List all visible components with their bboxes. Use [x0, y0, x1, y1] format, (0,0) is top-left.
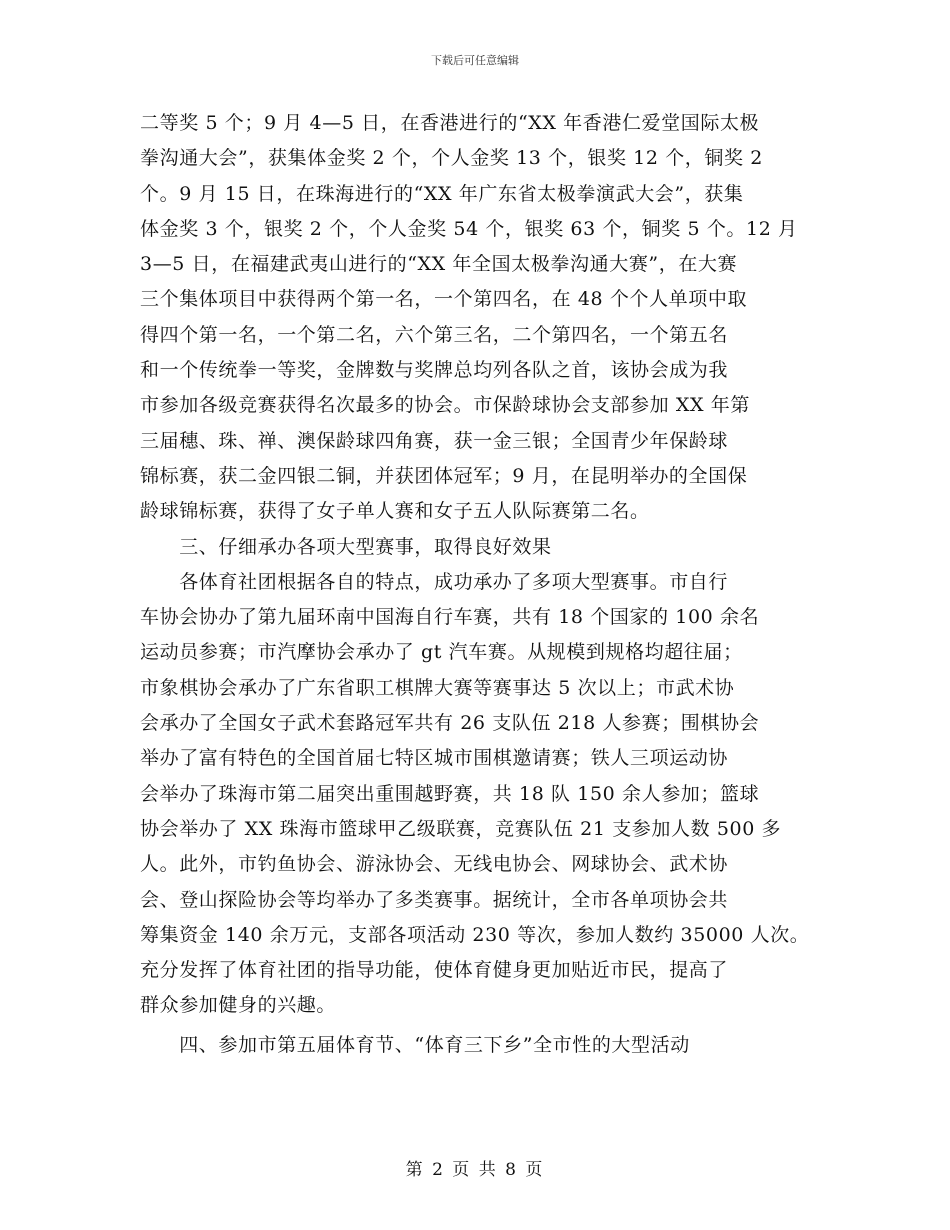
text-line: 运动员参赛；市汽摩协会承办了 gt 汽车赛。从规模到规格均超往届； [140, 641, 743, 664]
text-line: 体金奖 3 个，银奖 2 个，个人金奖 54 个，银奖 63 个，铜奖 5 个。12 月 [140, 217, 798, 240]
text-line: 龄球锦标赛，获得了女子单人赛和女子五人队际赛第二名。 [140, 500, 650, 523]
text-line: 市象棋协会承办了广东省职工棋牌大赛等赛事达 5 次以上；市武术协 [140, 676, 735, 699]
page-header: 下载后可任意编辑 [431, 54, 519, 67]
text-line: 和一个传统拳一等奖，金牌数与奖牌总均列各队之首，该协会成为我 [140, 359, 729, 382]
section-heading: 三、仔细承办各项大型赛事，取得良好效果 [140, 535, 552, 558]
text-line: 群众参加健身的兴趣。 [140, 994, 337, 1017]
text-line: 3—5 日，在福建武夷山进行的“XX 年全国太极拳沟通大赛”，在大赛 [140, 253, 738, 276]
text-line: 锦标赛，获二金四银二铜，并获团体冠军；9 月，在昆明举办的全国保 [140, 464, 748, 487]
text-line: 市参加各级竞赛获得名次最多的协会。市保龄球协会支部参加 XX 年第 [140, 394, 750, 417]
text-line: 充分发挥了体育社团的指导功能，使体育健身更加贴近市民，提高了 [140, 959, 729, 982]
text-line: 会举办了珠海市第二届突出重围越野赛，共 18 队 150 余人参加；篮球 [140, 782, 760, 805]
document-body [140, 106, 830, 1063]
text-line: 人。此外，市钓鱼协会、游泳协会、无线电协会、网球协会、武术协 [140, 853, 729, 876]
text-line: 车协会协办了第九届环南中国海自行车赛，共有 18 个国家的 100 余名 [140, 606, 760, 629]
text-line: 二等奖 5 个；9 月 4—5 日，在香港进行的“XX 年香港仁爱堂国际太极 [140, 112, 760, 134]
text-line: 拳沟通大会”，获集体金奖 2 个，个人金奖 13 个，银奖 12 个，铜奖 2 [140, 147, 763, 170]
text-line: 三个集体项目中获得两个第一名，一个第四名，在 48 个个人单项中取 [140, 288, 748, 311]
text-line: 三届穗、珠、禅、澳保龄球四角赛，获一金三银；全国青少年保龄球 [140, 429, 729, 452]
page-number-footer: 第 2 页 共 8 页 [405, 1160, 545, 1180]
text-line: 会承办了全国女子武术套路冠军共有 26 支队伍 218 人参赛；围棋协会 [140, 712, 760, 735]
section-heading: 四、参加市第五届体育节、“体育三下乡”全市性的大型活动 [140, 1033, 690, 1056]
text-line: 举办了富有特色的全国首届七特区城市围棋邀请赛；铁人三项运动协 [140, 747, 729, 770]
text-line: 筹集资金 140 余万元，支部各项活动 230 等次，参加人数约 35000 人次。 [140, 923, 810, 946]
text-line: 得四个第一名，一个第二名，六个第三名，二个第四名，一个第五名 [140, 323, 729, 346]
text-line: 个。9 月 15 日，在珠海进行的“XX 年广东省太极拳演武大会”，获集 [140, 182, 744, 205]
text-line: 协会举办了 XX 珠海市篮球甲乙级联赛，竞赛队伍 21 支参加人数 500 多 [140, 817, 782, 840]
text-line: 会、登山探险协会等均举办了多类赛事。据统计，全市各单项协会共 [140, 888, 729, 911]
text-line: 各体育社团根据各自的特点，成功承办了多项大型赛事。市自行 [140, 570, 729, 593]
